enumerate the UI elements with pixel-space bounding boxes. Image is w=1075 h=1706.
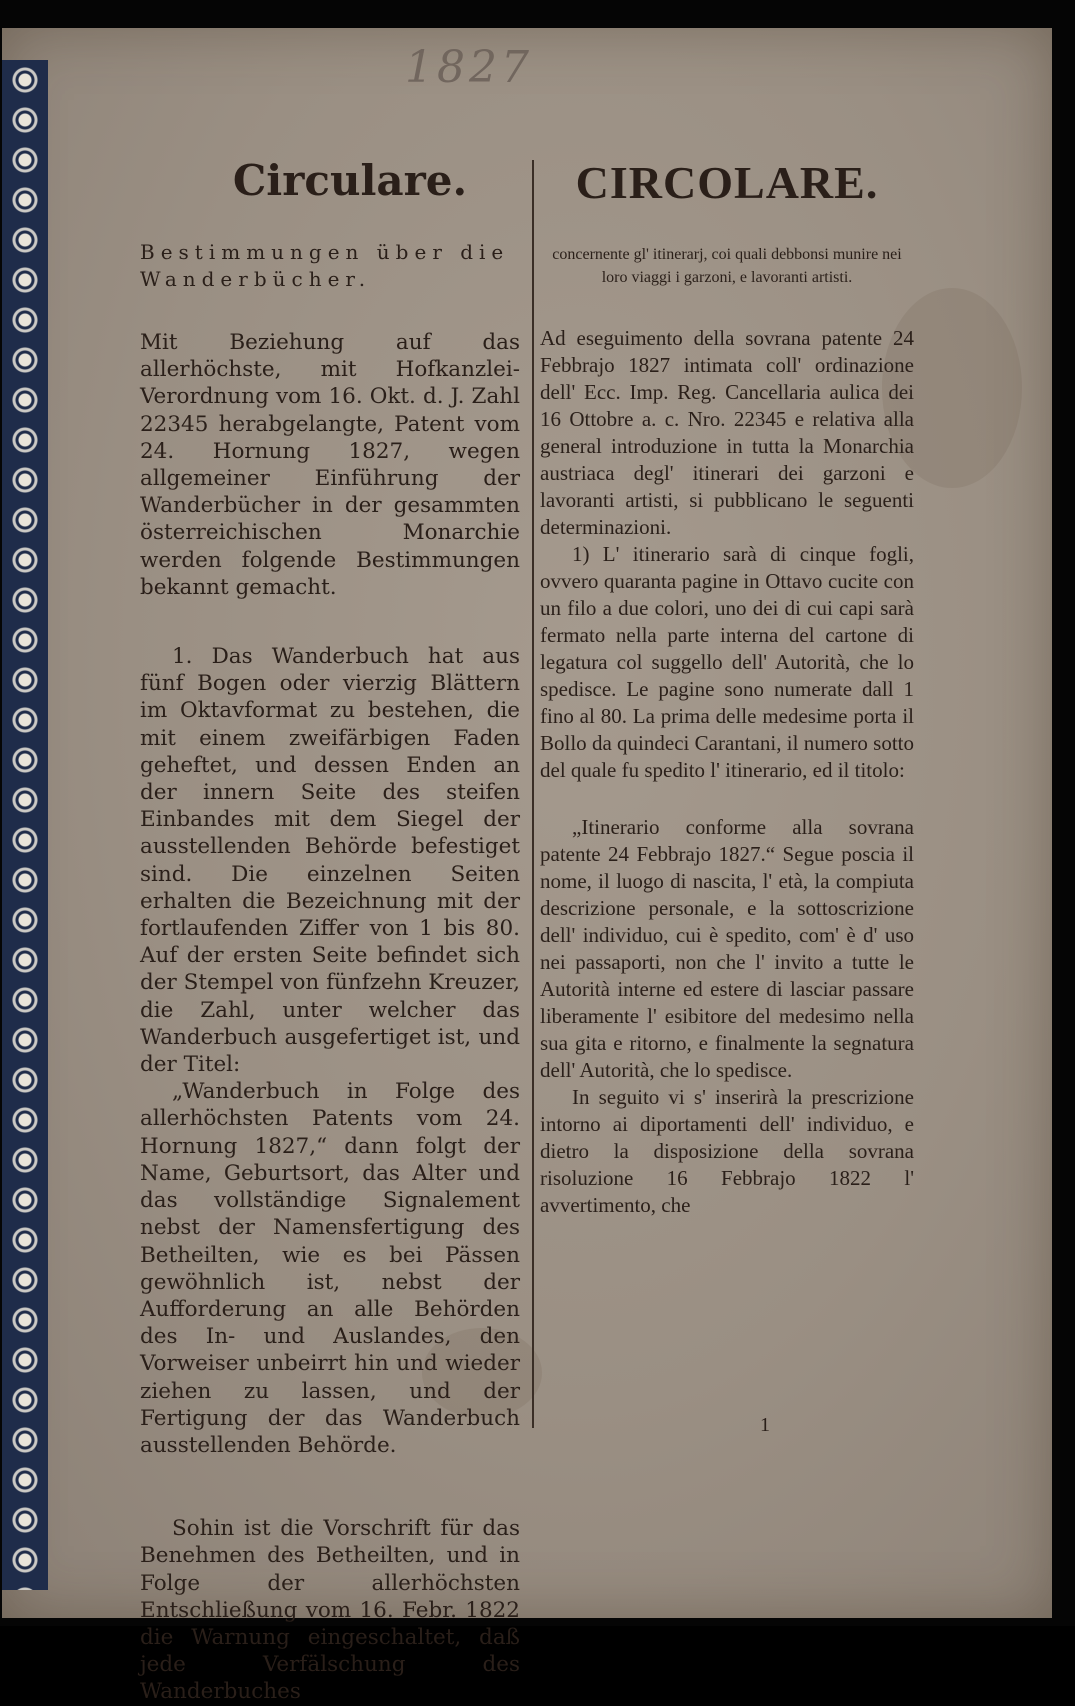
italian-title: CIRCOLARE.: [575, 157, 879, 208]
german-column: [140, 150, 520, 1706]
column-divider: [532, 160, 534, 1428]
german-paragraph-intro: Mit Beziehung auf das allerhöchste, mit Hofkanzlei-Verordnung vom 16. Okt. d. J. Zahl 22345 herabgelangte, Patent vom 24. Hornung 1827, wegen allgemeiner Einführung der Wanderbücher in der gesammten österreichischen Monarchie werden folgende Bestimmungen bekannt gemacht.: [140, 330, 520, 600]
german-paragraph-quote: „Wanderbuch in Folge des allerhöchsten Patents vom 24. Hornung 1827,“ dann folgt der Name, Geburtsort, das Alter und das vollständige Signalement nebst der Namensfertigung des Betheilten, wie es bei Pässen gewöhnlich ist, nebst der Aufforderung an alle Behörden des In- und Auslandes, den Vorweiser unbeirrt hin und wieder ziehen zu lassen, und der Fertigung der das Wanderbuch ausstellenden Behörde.: [140, 1079, 520, 1458]
german-paragraph-final: Sohin ist die Vorschrift für das Benehmen des Betheilten, und in Folge der allerhöchsten Entschließung vom 16. Febr. 1822 die Warnung eingeschaltet, daß jede Verfälschung des Wanderbuches: [140, 1516, 520, 1705]
italian-subtitle: concernente gl' itinerarj, coi quali debbonsi munire nei loro viaggi i garzoni, e lavoranti artisti.: [552, 246, 902, 286]
italian-paragraph-intro: Ad eseguimento della sovrana patente 24 Febbrajo 1827 intimata coll' ordinazione dell' Ecc. Imp. Reg. Cancellaria aulica dei 16 Ottobre a. c. Nro. 22345 e relativa alla general introduzione in tutta la Monarchia austriaca degl' itinerari dei garzoni e lavoranti artisti, si pubblicano le seguenti determinazioni.: [540, 326, 914, 539]
italian-paragraph-1: 1) L' itinerario sarà di cinque fogli, ovvero quaranta pagine in Ottavo cucite con un filo a due colori, uno dei di cui capi sarà fermato nella parte interna del cartone di legatura col suggello dell' Autorità, che lo spedisce. Le pagine sono numerate dall 1 fino al 80. La prima delle medesime porta il Bollo da quindeci Carantani, il numero sotto del quale fu spedito l' itinerario, ed il titolo:: [540, 542, 914, 782]
decorative-binding-strip: [2, 60, 48, 1590]
german-title: Circulare.: [232, 156, 468, 205]
italian-paragraph-quote: „Itinerario conforme alla sovrana patente 24 Febbrajo 1827.“ Segue poscia il nome, il luogo di nascita, l' età, la compiuta descrizione personale, e la sottoscrizione dell' individuo, cui è spedito, com' è d' uso nei passaporti, non che l' invito a tutte le Autorità interne ed estere di lasciar passare liberamente l' esibitore del medesimo nella sua gita e ritorno, e finalmente la segnatura dell' Autorità, che lo spedisce.: [540, 815, 914, 1082]
italian-column: [540, 150, 914, 1219]
german-paragraph-1: 1. Das Wanderbuch hat aus fünf Bogen oder vierzig Blättern im Oktavformat zu bestehen, die mit einem zweifärbigen Faden geheftet, und dessen Enden an der innern Seite des steifen Einbandes mit dem Siegel der ausstellenden Behörde befestiget sind. Die einzelnen Seiten erhalten die Bezeichnung mit der fortlaufenden Ziffer von 1 bis 80. Auf der ersten Seite befindet sich der Stempel von fünfzehn Kreuzer, die Zahl, unter welcher das Wanderbuch ausgefertiget ist, und der Titel:: [140, 644, 520, 1078]
italian-paragraph-final: In seguito vi s' inserirà la prescrizione intorno ai diportamenti dell' individuo, e dietro la disposizione della sovrana risoluzione 16 Febbrajo 1822 l' avvertimento, che: [540, 1085, 914, 1217]
german-subtitle: Bestimmungen über die Wanderbücher.: [140, 240, 510, 291]
page-number: 1: [760, 1414, 770, 1436]
handwritten-note: 1827: [405, 42, 533, 93]
